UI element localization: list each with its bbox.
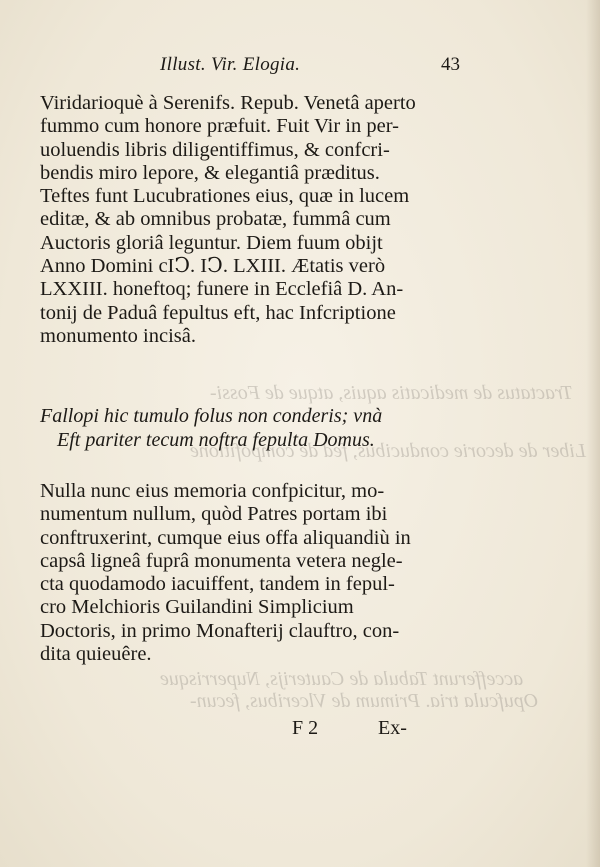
text-line: fummo cum honore præfuit. Fuit Vir in per- xyxy=(40,115,399,138)
epitaph-inscription xyxy=(40,404,470,452)
text-line: Teftes funt Lucubrationes eius, quæ in lucem xyxy=(40,185,410,208)
text-line: Viridarioquè à Serenifs. Repub. Venetâ aperto xyxy=(40,92,416,114)
epitaph-line: Eft pariter tecum noftra fepulta Domus. xyxy=(57,429,375,451)
text-line: uoluendis libris diligentiffimus, & confcri- xyxy=(40,138,390,161)
epitaph-line: Fallopi hic tumulo folus non conderis; vnà xyxy=(40,405,383,427)
text-line: cro Melchioris Guilandini Simplicium xyxy=(40,596,354,619)
bleed-through-decoration: Tractatus de medicatis aquis, atque de Fossi- xyxy=(210,382,573,404)
text-line: cta quodamodo iacuiffent, tandem in fepul- xyxy=(40,573,395,596)
text-line: conftruxerint, cumque eius offa aliquandiù in xyxy=(40,526,411,549)
text-line: capsâ ligneâ fuprâ monumenta vetera negle- xyxy=(40,549,403,572)
text-line: Auctoris gloriâ leguntur. Diem fuum obijt xyxy=(40,231,383,254)
running-head: Illust. Vir. Elogia. xyxy=(160,54,301,75)
text-line: LXXIII. honeftoq; funere in Ecclefiâ D. An- xyxy=(40,278,404,301)
text-line: tonij de Paduâ fepultus eft, hac Infcriptione xyxy=(40,301,396,324)
bleed-through-decoration: accefferunt Tabula de Cauterijs, Nuperrisque xyxy=(160,668,524,690)
text-line: editæ, & ab omnibus probatæ, fummâ cum xyxy=(40,208,391,231)
paragraph-1 xyxy=(40,92,460,348)
page-edge-shadow xyxy=(586,0,600,867)
page-header xyxy=(160,54,460,80)
bleed-through-decoration: Opufcula tria. Primum de Vlceribus, fecun- xyxy=(190,690,539,712)
page-number: 43 xyxy=(441,54,460,75)
text-line: monumento incisâ. xyxy=(40,324,197,347)
signature-mark: F 2 xyxy=(292,717,319,739)
text-line: bendis miro lepore, & elegantiâ præditus. xyxy=(40,161,380,184)
text-line: Doctoris, in primo Monafterij clauftro, con- xyxy=(40,619,400,642)
bleed-through-decoration: Liber de decorie conducibus, fed de compofitione xyxy=(190,440,587,462)
paragraph-2 xyxy=(40,480,460,666)
text-line: Anno Domini cIↃ. IↃ. LXIII. Ætatis verò xyxy=(40,255,386,278)
text-line: numentum nullum, quòd Patres portam ibi xyxy=(40,503,388,526)
catchword: Ex- xyxy=(378,717,407,739)
text-line: dita quieuêre. xyxy=(40,643,152,666)
text-line: Nulla nunc eius memoria confpicitur, mo- xyxy=(40,480,385,502)
